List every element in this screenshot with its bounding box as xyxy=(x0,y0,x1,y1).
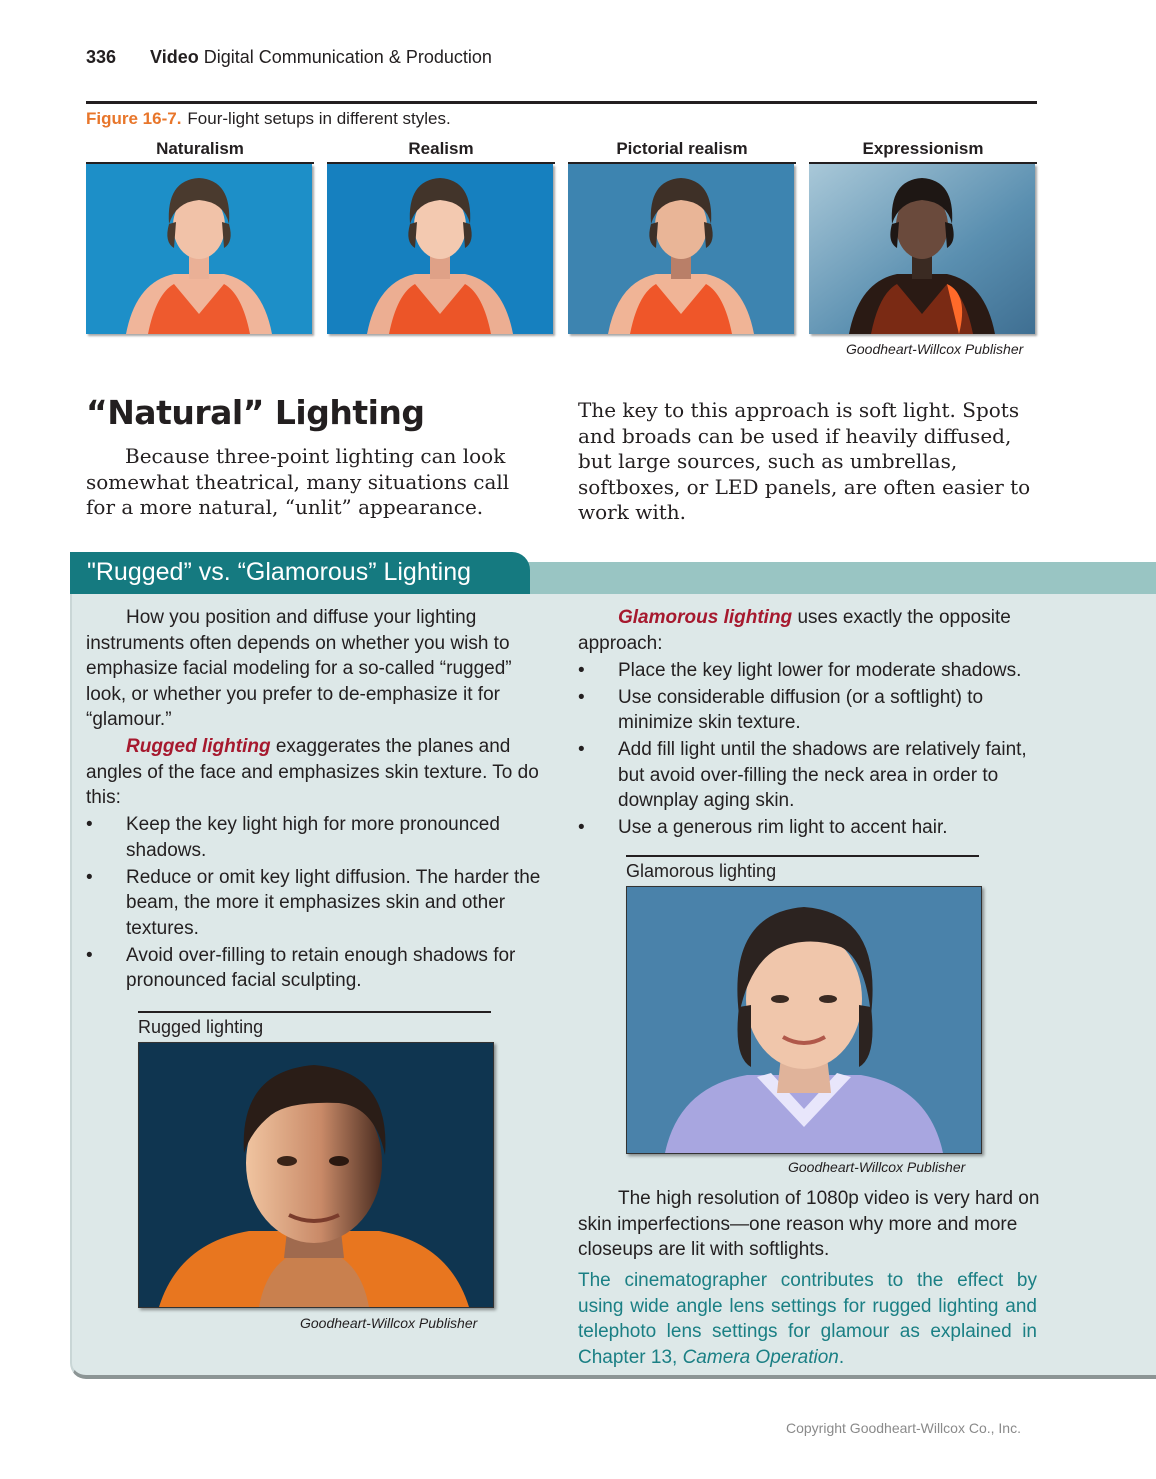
bullet-icon: • xyxy=(578,817,585,838)
natural-paragraph-2: The key to this approach is soft light. Spots and broads can be used if heavily diffused, but large sources, such as umbrellas, softboxes, or LED panels, are often easier to work with. xyxy=(578,398,1031,524)
expressionism-photo xyxy=(809,164,1035,334)
figure-credit: Goodheart-Willcox Publisher xyxy=(846,341,1024,357)
image-rule xyxy=(626,855,979,857)
page-number: 336 xyxy=(86,47,117,67)
list-item xyxy=(578,658,1040,684)
book-title-bold: Video xyxy=(150,47,199,67)
resolution-paragraph: The high resolution of 1080p video is very hard on skin imperfections—one reason why more and more closeups are lit with softlights. xyxy=(578,1188,1040,1260)
sidebar-title: "Rugged” vs. “Glamorous” Lighting xyxy=(87,558,472,586)
book-title: Digital Communication & Production xyxy=(203,47,492,67)
bullet-icon: • xyxy=(578,739,585,760)
bullet-icon: • xyxy=(86,944,93,966)
glamorous-image-credit: Goodheart-Willcox Publisher xyxy=(788,1159,966,1175)
list-item-text: Avoid over-filling to retain enough shadows for pronounced facial sculpting. xyxy=(126,944,516,991)
cinematographer-note xyxy=(578,1268,1037,1370)
list-item-text: Place the key light lower for moderate shadows. xyxy=(618,659,1022,681)
glamorous-image-label: Glamorous lighting xyxy=(626,861,777,881)
rugged-definition xyxy=(86,734,546,811)
list-item-text: Add fill light until the shadows are relatively faint, but avoid over-filling the neck area in order to downplay aging skin. xyxy=(618,739,1027,811)
list-item xyxy=(86,943,546,994)
glamorous-lighting-photo xyxy=(626,886,982,1154)
list-item-text: Reduce or omit key light diffusion. The harder the beam, the more it emphasizes skin and other textures. xyxy=(126,866,541,939)
list-item-text: Use a generous rim light to accent hair. xyxy=(618,817,948,838)
list-item xyxy=(578,737,1040,814)
pictorial-realism-photo xyxy=(568,164,794,334)
bullet-icon: • xyxy=(86,814,93,835)
column-title-expressionism: Expressionism xyxy=(862,139,984,158)
section-heading: “Natural” Lighting xyxy=(86,393,425,432)
list-item xyxy=(578,815,1040,841)
glamorous-definition-text: uses exactly the opposite approach: xyxy=(578,607,1011,654)
rugged-image-label: Rugged lighting xyxy=(138,1017,264,1037)
sidebar-left-column xyxy=(86,605,546,994)
figure-caption xyxy=(86,109,451,129)
rugged-term: Rugged lighting xyxy=(126,736,271,757)
figure-label: Figure 16-7. xyxy=(86,109,182,128)
list-item-text: Keep the key light high for more pronounced shadows. xyxy=(126,814,500,861)
natural-paragraph-1: Because three-point lighting can look somewhat theatrical, many situations call for a more natural, “unlit” appearance. xyxy=(86,444,510,519)
rugged-lighting-photo xyxy=(138,1042,494,1308)
copyright: Copyright Goodheart-Willcox Co., Inc. xyxy=(786,1420,1021,1436)
sidebar-intro: How you position and diffuse your lighting instruments often depends on whether you wish to emphasize facial modeling for a so-called “rugged” look, or whether you prefer to de-emphasize it for “glamour.” xyxy=(86,607,512,730)
list-item-text: Use considerable diffusion (or a softlight) to minimize skin texture. xyxy=(618,686,984,733)
list-item xyxy=(86,812,546,863)
bullet-icon: • xyxy=(86,866,93,888)
list-item xyxy=(86,865,546,942)
bullet-icon: • xyxy=(578,659,585,681)
note-text: The cinematographer contributes to the effect by using wide angle lens settings for rugged lighting and telephoto lens settings for glamour as explained in Chapter 13, xyxy=(578,1270,1037,1368)
sidebar-right-column xyxy=(578,605,1040,841)
glamorous-term: Glamorous lighting xyxy=(618,607,793,628)
column-title-realism: Realism xyxy=(408,139,474,158)
chapter-reference: Camera Operation xyxy=(682,1346,839,1368)
header-rule xyxy=(86,101,1037,104)
rugged-image-credit: Goodheart-Willcox Publisher xyxy=(300,1315,478,1331)
column-title-naturalism: Naturalism xyxy=(156,139,244,158)
rugged-definition-text: exaggerates the planes and angles of the face and emphasizes skin texture. To do this: xyxy=(86,736,539,808)
image-rule xyxy=(138,1011,491,1013)
bullet-icon: • xyxy=(578,686,585,708)
running-header xyxy=(86,47,492,68)
realism-photo xyxy=(327,164,553,334)
glamorous-definition xyxy=(578,605,1040,656)
figure-caption-text: Four-light setups in different styles. xyxy=(187,109,451,128)
list-item xyxy=(578,685,1040,736)
column-title-pictorial-realism: Pictorial realism xyxy=(616,139,748,158)
note-suffix: . xyxy=(838,1346,845,1368)
naturalism-photo xyxy=(86,164,312,334)
